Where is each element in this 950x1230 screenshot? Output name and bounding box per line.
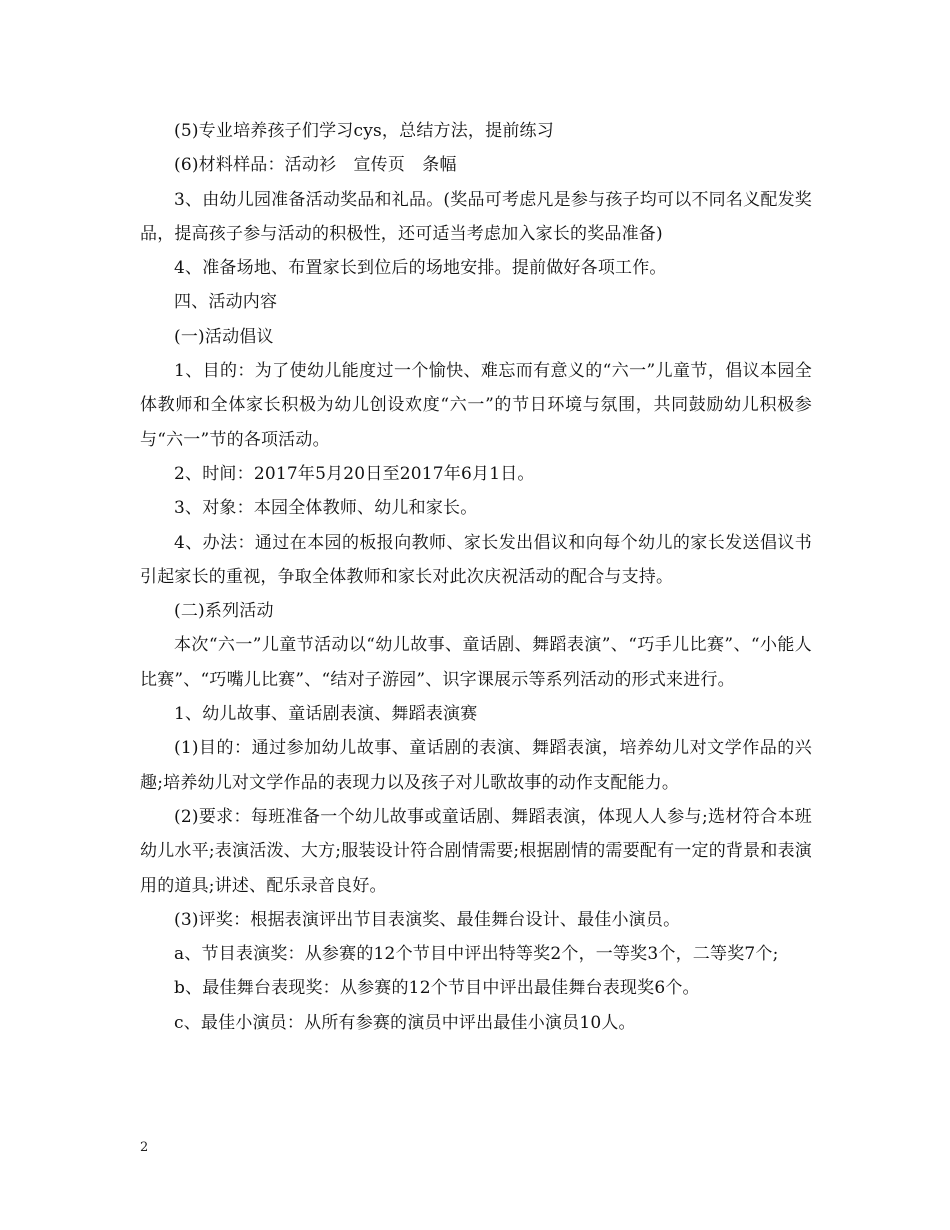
page-number: 2 — [140, 1140, 149, 1155]
paragraph: (6)材料样品：活动衫 宣传页 条幅 — [174, 155, 457, 176]
section-heading: 四、活动内容 — [174, 292, 278, 313]
paragraph: (2)要求：每班准备一个幼儿故事或童话剧、舞蹈表演，体现人人参与;选材符合本班幼儿水平;表演活泼、大方;服装设计符合剧情需要;根据剧情的需要配有一定的背景和表演用的道具;讲述、配乐录音良好。 — [140, 806, 812, 896]
paragraph: (3)评奖：根据表演评出节目表演奖、最佳舞台设计、最佳小演员。 — [174, 909, 681, 930]
paragraph: 3、由幼儿园准备活动奖品和礼品。(奖品可考虑凡是参与孩子均可以不同名义配发奖品，提高孩子参与活动的积极性，还可适当考虑加入家长的奖品准备) — [140, 189, 812, 244]
paragraph: b、最佳舞台表现奖：从参赛的12个节目中评出最佳舞台表现奖6个。 — [174, 978, 700, 999]
paragraph: 4、准备场地、布置家长到位后的场地安排。提前做好各项工作。 — [174, 258, 667, 279]
paragraph: 3、对象：本园全体教师、幼儿和家长。 — [174, 498, 478, 519]
paragraph: c、最佳小演员：从所有参赛的演员中评出最佳小演员10人。 — [174, 1012, 636, 1033]
subsection-heading: (二)系列活动 — [174, 601, 274, 622]
paragraph: 4、办法：通过在本园的板报向教师、家长发出倡议和向每个幼儿的家长发送倡议书引起家长的重视，争取全体教师和家长对此次庆祝活动的配合与支持。 — [140, 532, 812, 587]
paragraph: (5)专业培养孩子们学习cys，总结方法，提前练习 — [174, 121, 554, 141]
document-body — [140, 114, 812, 1040]
paragraph: (1)目的：通过参加幼儿故事、童话剧的表演、舞蹈表演，培养幼儿对文学作品的兴趣;培养幼儿对文学作品的表现力以及孩子对儿歌故事的动作支配能力。 — [140, 738, 812, 793]
paragraph: 2、时间：2017年5月20日至2017年6月1日。 — [174, 463, 535, 484]
paragraph: 1、幼儿故事、童话剧表演、舞蹈表演赛 — [174, 704, 478, 725]
subsection-heading: (一)活动倡议 — [174, 326, 274, 347]
paragraph: a、节目表演奖：从参赛的12个节目中评出特等奖2个，一等奖3个，二等奖7个; — [174, 944, 779, 965]
paragraph: 1、目的：为了使幼儿能度过一个愉快、难忘而有意义的“六一”儿童节，倡议本园全体教师和全体家长积极为幼儿创设欢度“六一”的节日环境与氛围，共同鼓励幼儿积极参与“六一”节的各项活动。 — [140, 361, 812, 450]
paragraph: 本次“六一”儿童节活动以“幼儿故事、童话剧、舞蹈表演”、“巧手儿比赛”、“小能人比赛”、“巧嘴儿比赛”、“结对子游园”、识字课展示等系列活动的形式来进行。 — [140, 635, 812, 690]
